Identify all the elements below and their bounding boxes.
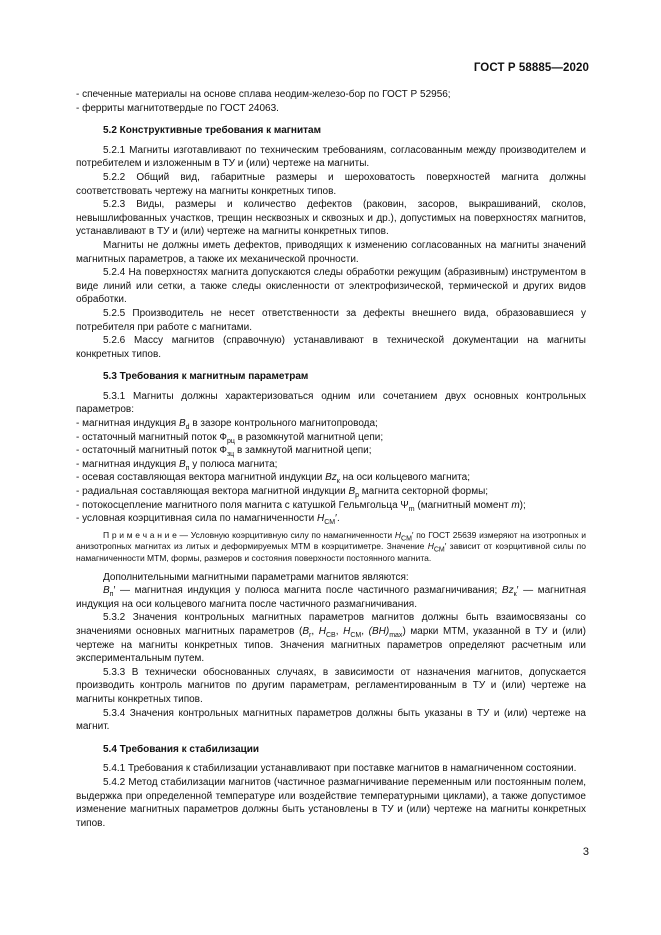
paragraph: 5.2.5 Производитель не несет ответственности за дефекты внешнего вида, образовавшиеся у потребителя при работе с магнитами. <box>76 307 586 333</box>
paragraph: 5.2.6 Массу магнитов (справочную) устанавливают в технической документации на магниты конкретных типов. <box>76 335 586 360</box>
paragraph: 5.4.1 Требования к стабилизации устанавливают при поставке магнитов в намагниченном состоянии. <box>103 763 577 775</box>
paragraph: 5.4.2 Метод стабилизации магнитов (частичное размагничивание переменным или постоянным полем, выдержка при определенной температуре или воздействие температурными циклами), а также допустимое изменение магнитных параметров должны быть установлены в ТУ и (или) чертеже на магниты конкретных типов. <box>76 776 586 829</box>
paragraph: 5.2.2 Общий вид, габаритные размеры и шероховатость поверхностей магнита должны соответствовать чертежу на магниты конкретных типов. <box>76 171 586 197</box>
paragraph: 5.2.1 Магниты изготавливают по техническим требованиям, согласованным между производителем и потребителем и изложенным в ТУ и (или) чертеже на магниты. <box>76 144 586 170</box>
paragraph: 5.2.3 Виды, размеры и количество дефектов (раковин, засоров, выкрашиваний, сколов, невышлифованных участков, трещин несквозных и сквозных и др.), допустимых на поверхностях магнитов, устанавливают в ТУ и (или) чертеже на магниты конкретных типов. <box>76 199 586 238</box>
paragraph: 5.3.2 Значения контрольных магнитных параметров магнитов должны быть взаимосвязаны со значениями основных магнитных параметров ($B_r$, $H_{CB}$, $H_{CM}$, $(BH)_{max}$) марки МТМ, указанной в ТУ и (или) чертеже на магниты конкретных типов. Значения магнитных параметров определяют расчетным или экспериментальным путем. <box>76 612 586 665</box>
list-item: - остаточный магнитный поток $Ф_{зц}$ в замкнутой магнитной цепи; <box>76 445 372 459</box>
list-item: - ферриты магнитотвердые по ГОСТ 24063. <box>76 102 279 114</box>
list-item: - условная коэрцитивная сила по намагниченности $H_{CM}'$. <box>76 513 340 527</box>
paragraph: 5.3.4 Значения контрольных магнитных параметров должны быть указаны в ТУ и (или) чертеже на магнит. <box>76 707 586 733</box>
paragraph: 5.3.3 В технически обоснованных случаях, в зависимости от назначения магнитов, допускается производить контроль магнитов по другим параметрам, регламентированным в ТУ и (или) чертеже на магниты конкретных типов. <box>76 666 586 705</box>
list-item: - радиальная составляющая вектора магнитной индукции $B_р$ магнита секторной формы; <box>76 486 489 500</box>
list-item: - спеченные материалы на основе сплава неодим-железо-бор по ГОСТ Р 52956; <box>76 89 451 100</box>
section-heading-5-4: 5.4 Требования к стабилизации <box>103 743 260 755</box>
section-heading-5-3: 5.3 Требования к магнитным параметрам <box>103 371 309 383</box>
paragraph: Дополнительными магнитными параметрами магнитов являются: <box>103 571 409 583</box>
list-item: - магнитная индукция $B_п$ у полюса магнита; <box>76 458 278 472</box>
page-number: 3 <box>582 846 589 858</box>
paragraph: Магниты не должны иметь дефектов, приводящих к изменению согласованных на магниты значений магнитных параметров, а также их механической прочности. <box>76 239 586 265</box>
document-standard-header: ГОСТ Р 58885—2020 <box>473 62 589 74</box>
list-item: - осевая составляющая вектора магнитной индукции $Bz_к$ на оси кольцевого магнита; <box>76 472 470 486</box>
paragraph: 5.3.1 Магниты должны характеризоваться одним или сочетанием двух основных контрольных параметров: <box>76 390 586 416</box>
paragraph: 5.2.4 На поверхностях магнита допускаются следы обработки режущим (абразивным) инструментом в виде линий или сетки, а также следы окисленности от электрофизической, термической и других видов обработки. <box>76 267 586 306</box>
page-content <box>76 88 586 830</box>
list-item: - магнитная индукция $B_d$ в зазоре контрольного магнитопровода; <box>76 418 378 432</box>
list-item: - потокосцепление магнитного поля магнита с катушкой Гельмгольца $\Psi_m$ (магнитный момент m); <box>76 499 526 513</box>
paragraph: $B_п'$ — магнитная индукция у полюса магнита после частичного размагничивания; $Bz_к'$ — магнитная индукция на оси кольцевого магнита после частичного размагничивания. <box>76 585 587 610</box>
section-heading-5-2: 5.2 Конструктивные требования к магнитам <box>103 125 321 137</box>
note-paragraph: П р и м е ч а н и е — Условную коэрцитивную силу по намагниченности $H_{CM}'$ по ГОСТ 25639 измеряют на изотропных и анизотропных магнитах из литых и деформируемых МТМ в коэрцитиметре. Значение $H_{CM}'$ зависит от коэрцитивной силы по намагниченности МТМ, формы, размеров и состояния поверхности постоянного магнита. <box>76 529 586 563</box>
list-item: - остаточный магнитный поток $Ф_{рц}$ в разомкнутой магнитной цепи; <box>76 431 384 445</box>
